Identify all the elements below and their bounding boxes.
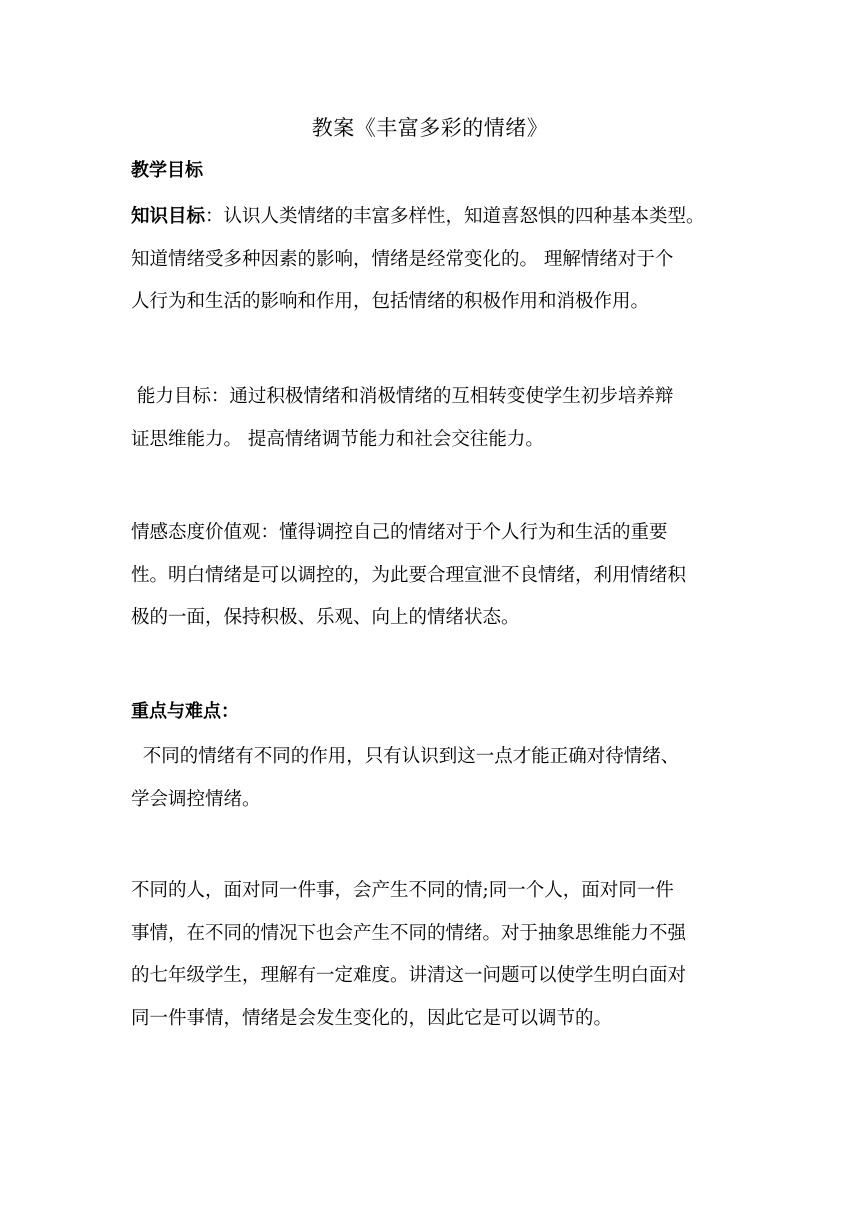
knowledge-objective-line-2: 知道情绪受多种因素的影响，情绪是经常变化的。 理解情绪对于个 [131, 248, 674, 270]
difficulty-line-2: 事情，在不同的情况下也会产生不同的情绪。对于抽象思维能力不强 [131, 922, 687, 944]
objectives-heading: 教学目标 [131, 160, 203, 181]
document-title: 教案《丰富多彩的情绪》 [311, 116, 549, 140]
keypoints-line-2: 学会调控情绪。 [131, 788, 261, 810]
knowledge-objective-line-3: 人行为和生活的影响和作用，包括情绪的积极作用和消极作用。 [131, 291, 650, 312]
difficulty-line-4: 同一件事情，情绪是会发生变化的，因此它是可以调节的。 [131, 1007, 613, 1029]
emotion-objective-line-2: 性。明白情绪是可以调控的，为此要合理宣泄不良情绪，利用情绪积 [131, 564, 687, 586]
emotion-objective-paragraph [131, 512, 746, 640]
ability-objective-line-2: 证思维能力。 提高情绪调节能力和社会交往能力。 [131, 428, 544, 450]
knowledge-objective-line-1-text: ：认识人类情绪的丰富多样性，知道喜怒惧的四种基本类型。 [205, 206, 705, 227]
emotion-objective-line-1: 情感态度价值观：懂得调控自己的情绪对于个人行为和生活的重要 [131, 522, 668, 543]
ability-objective-line-1: 能力目标：通过积极情绪和消极情绪的互相转变使学生初步培养辩 [131, 386, 674, 407]
difficulty-line-1: 不同的人，面对同一件事，会产生不同的情;同一个人，面对同一件 [131, 880, 674, 901]
difficulty-paragraph [131, 870, 746, 1040]
ability-objective-paragraph [131, 376, 746, 461]
knowledge-objective-line-1 [131, 196, 746, 239]
difficulty-line-3: 的七年级学生，理解有一定难度。讲清这一问题可以使学生明白面对 [131, 965, 687, 986]
knowledge-objective-paragraph [131, 196, 746, 324]
keypoints-heading: 重点与难点： [131, 701, 239, 722]
keypoints-line-1: 不同的情绪有不同的作用，只有认识到这一点才能正确对待情绪、 [131, 746, 680, 767]
keypoints-paragraph [131, 736, 746, 821]
emotion-objective-line-3: 极的一面，保持积极、乐观、向上的情绪状态。 [131, 607, 520, 628]
knowledge-objective-label: 知识目标 [131, 206, 206, 227]
